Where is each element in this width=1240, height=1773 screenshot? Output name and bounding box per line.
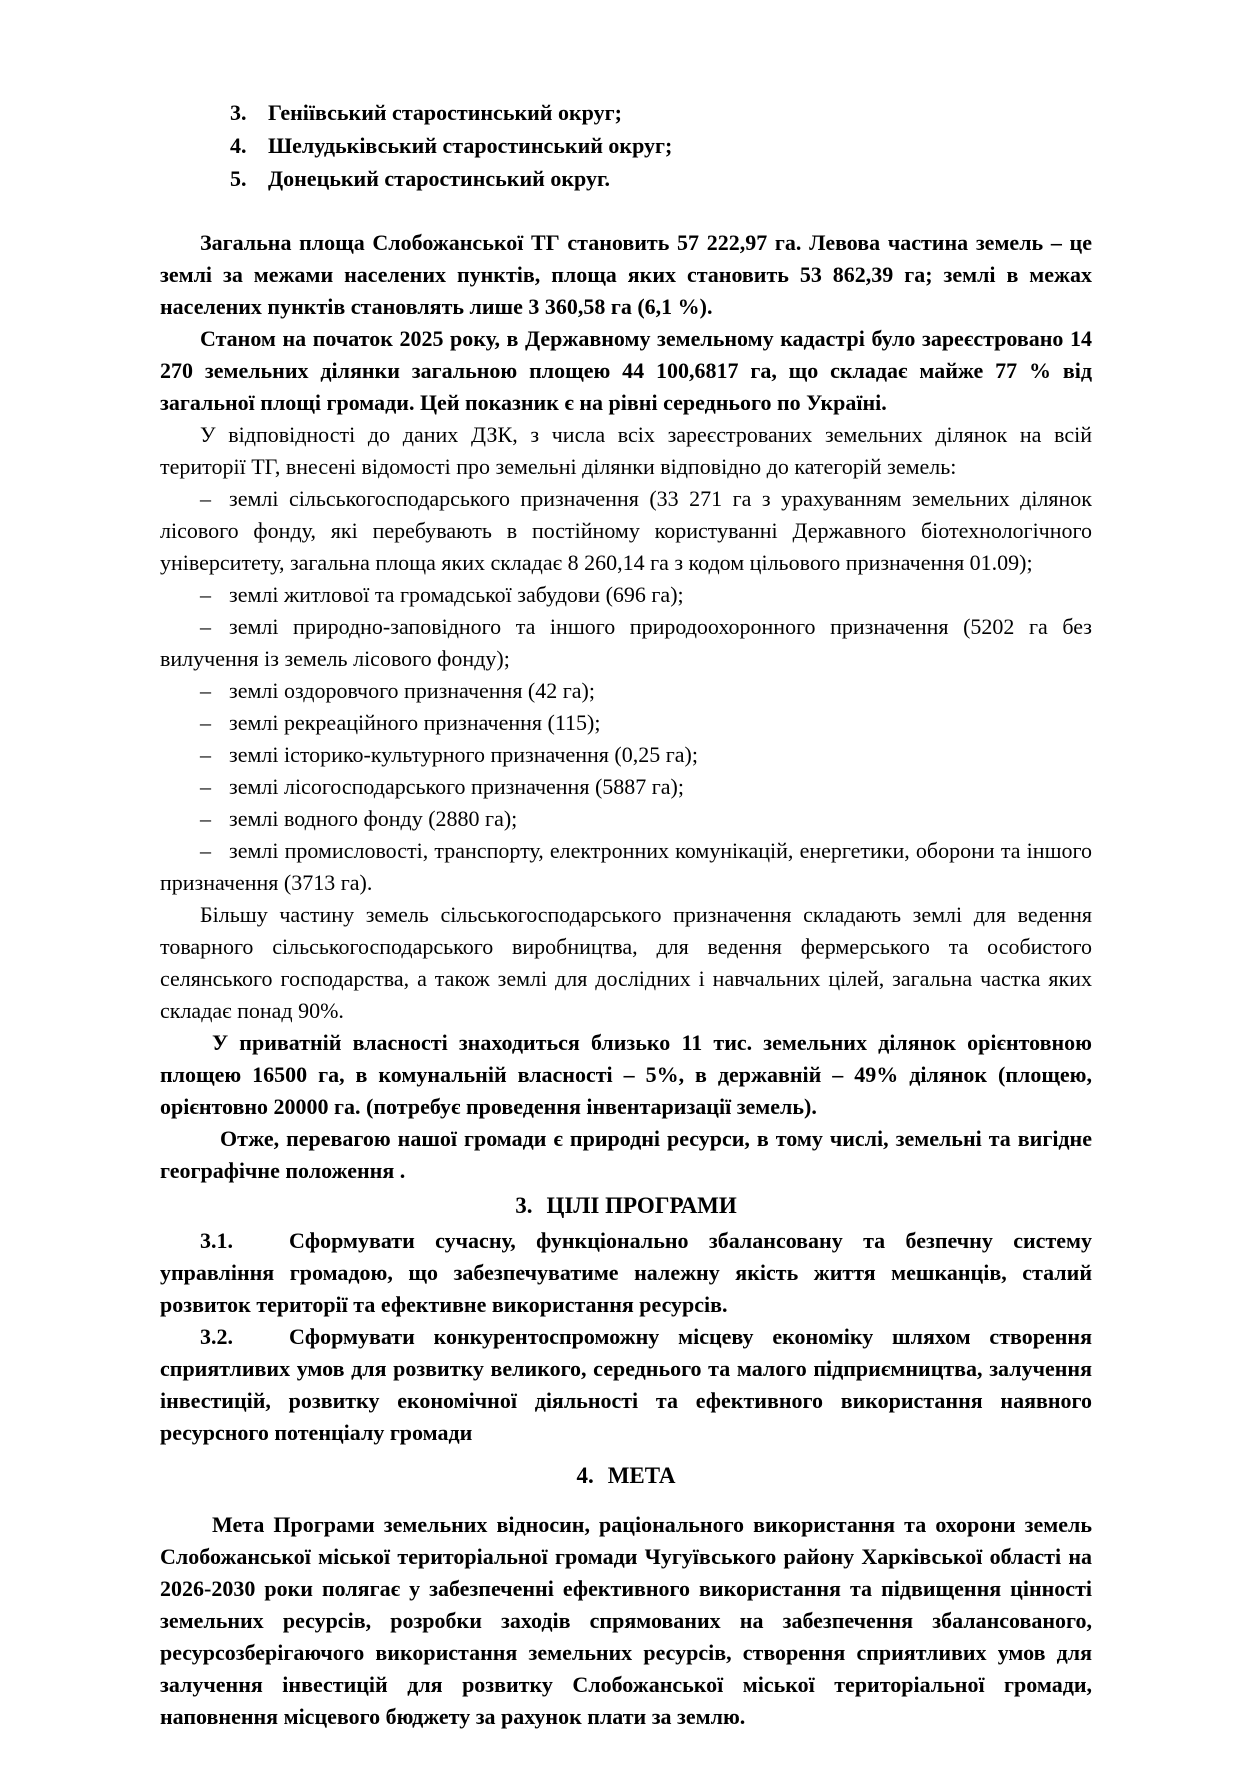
paragraph-cadastre: Станом на початок 2025 року, в Державному земельному кадастрі було зареєстровано 14 270 земельних ділянки загальною площею 44 100,6817 га, що складає майже 77 % від загальної площі громади. Цей показник є на рівні середнього по Україні. [160,326,1092,415]
list-item-number: 3. [230,100,247,125]
land-category-item [160,771,1092,803]
paragraph-meta: Мета Програми земельних відносин, раціонального використання та охорони земель Слобожанської міської територіальної громади Чугуївського району Харківської області на 2026-2030 роки полягає у забезпеченні ефективного використання та підвищення цінності земельних ресурсів, розробки заходів спрямованих на забезпечення збалансованого, ресурсозберігаючого використання земельних ресурсів, створення сприятливих умов для залучення інвестицій для розвитку Слобожанської міської територіальної громади, наповнення місцевого бюджету за рахунок плати за землю. [160,1512,1092,1729]
paragraph-goal-3-1 [160,1225,1092,1321]
paragraph-agri-majority: Більшу частину земель сільськогосподарського призначення складають землі для ведення товарного сільськогосподарського виробництва, для ведення фермерського та особистого селянського господарства, а також землі для дослідних і навчальних цілей, загальна частка яких складає понад 90%. [160,902,1092,1023]
dash-marker: – [200,678,211,703]
land-category-item [160,675,1092,707]
list-item [230,129,1092,162]
land-category-text: землі водного фонду (2880 га); [229,806,518,831]
paragraph-goal-3-2 [160,1321,1092,1449]
heading-title: МЕТА [607,1463,676,1488]
paragraph-total-area: Загальна площа Слобожанської ТГ становить 57 222,97 га. Левова частина земель – це землі за межами населених пунктів, площа яких становить 53 862,39 га; землі в межах населених пунктів становлять лише 3 360,58 га (6,1 %). [160,230,1092,319]
section-heading-meta [160,1459,1092,1493]
goal-text: Сформувати сучасну, функціонально збалансовану та безпечну систему управління громадою, що забезпечуватиме належну якість життя мешканців, сталий розвиток території та ефективне використання ресурсів. [160,1228,1092,1317]
list-item-text: Геніївський старостинський округ; [268,100,622,125]
land-category-item [160,483,1092,579]
land-category-text: землі рекреаційного призначення (115); [229,710,601,735]
list-item [230,162,1092,195]
dash-marker: – [200,710,211,735]
land-category-item [160,739,1092,771]
land-category-item [160,835,1092,899]
land-category-item [160,707,1092,739]
goal-number: 3.1. [200,1228,233,1253]
land-category-text: землі сільськогосподарського призначення (33 271 га з урахуванням земельних ділянок лісового фонду, які перебувають в постійному користуванні Державного біотехнологічного університету, загальна площа яких складає 8 260,14 га з кодом цільового призначення 01.09); [160,486,1092,575]
land-category-item [160,803,1092,835]
land-category-item [160,611,1092,675]
heading-title: ЦІЛІ ПРОГРАМИ [546,1193,737,1218]
list-item-number: 5. [230,166,247,191]
land-category-text: землі лісогосподарського призначення (5887 га); [229,774,684,799]
list-item [230,96,1092,129]
dash-marker: – [200,486,211,511]
section-heading-goals [160,1189,1092,1223]
goal-number: 3.2. [200,1324,233,1349]
paragraph-conclusion: Отже, перевагою нашої громади є природні ресурси, в тому числі, земельні та вигідне географічне положення . [160,1126,1092,1183]
paragraph-dzk-intro: У відповідності до даних ДЗК, з числа всіх зареєстрованих земельних ділянок на всій території ТГ, внесені відомості про земельні ділянки відповідно до категорій земель: [160,422,1092,479]
heading-number: 4. [576,1463,594,1488]
land-category-item [160,579,1092,611]
dash-marker: – [200,582,211,607]
list-item-number: 4. [230,133,247,158]
dash-marker: – [200,774,211,799]
list-item-text: Донецький старостинський округ. [268,166,610,191]
starosta-okrug-list [160,96,1092,195]
dash-marker: – [200,806,211,831]
dash-marker: – [200,838,211,863]
land-category-text: землі оздоровчого призначення (42 га); [229,678,595,703]
land-category-text: землі житлової та громадської забудови (696 га); [229,582,684,607]
land-category-text: землі історико-культурного призначення (0,25 га); [229,742,698,767]
land-category-text: землі природно-заповідного та іншого природоохоронного призначення (5202 га без вилучення із земель лісового фонду); [160,614,1092,671]
goal-text: Сформувати конкурентоспроможну місцеву економіку шляхом створення сприятливих умов для розвитку великого, середнього та малого підприємництва, залучення інвестицій, розвитку економічної діяльності та ефективного використання наявного ресурсного потенціалу громади [160,1324,1092,1445]
dash-marker: – [200,742,211,767]
land-category-text: землі промисловості, транспорту, електронних комунікацій, енергетики, оборони та іншого призначення (3713 га). [160,838,1092,895]
paragraph-private-ownership: У приватній власності знаходиться близько 11 тис. земельних ділянок орієнтовною площею 16500 га, в комунальній власності – 5%, в державній – 49% ділянок (площею, орієнтовно 20000 га. (потребує проведення інвентаризації земель). [160,1030,1092,1119]
dash-marker: – [200,614,211,639]
list-item-text: Шелудьківський старостинський округ; [268,133,673,158]
heading-number: 3. [515,1193,533,1218]
